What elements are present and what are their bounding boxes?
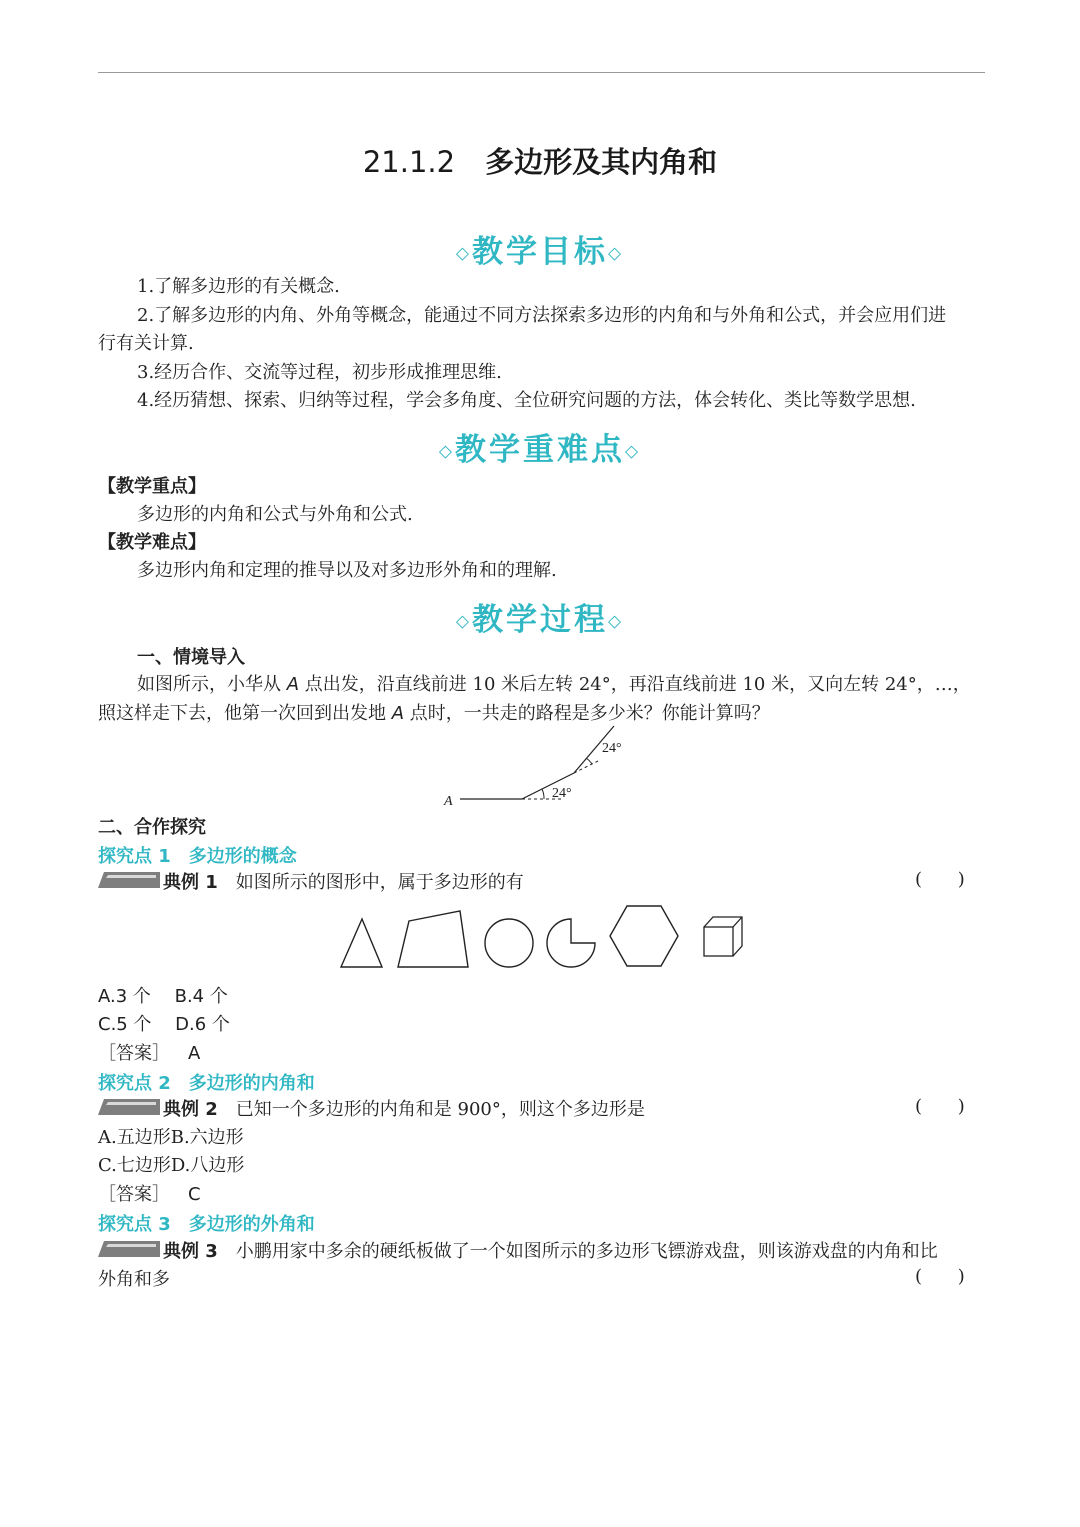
example-label: 典例 1: [163, 872, 218, 893]
angle-arc: [586, 758, 592, 764]
example-tab-icon: [98, 872, 160, 888]
example-3: [163, 1238, 938, 1266]
part2-heading: 二、合作探究: [98, 817, 206, 838]
objective-item-1: 1.了解多边形的有关概念.: [137, 276, 340, 297]
shapes-figure: [335, 903, 755, 975]
diamond-icon: ◇: [455, 243, 472, 264]
intro-line-2: [98, 700, 770, 728]
answer-label: ［答案］: [98, 1184, 170, 1205]
options-line-2: C.七边形D.八边形: [98, 1155, 245, 1176]
example-1: [163, 869, 524, 897]
figure-label-a: A: [444, 794, 453, 809]
objective-item-4: 4.经历猜想、探索、归纳等过程，学会多角度、全位研究问题的方法，体会转化、类比等数学思想.: [137, 390, 916, 411]
intro-line-1: [137, 671, 971, 699]
objectives-heading-text: 教学目标: [472, 234, 608, 270]
difficulty-text: 多边形内角和定理的推导以及对多边形外角和的理解.: [137, 560, 557, 581]
point-title: 多边形的概念: [188, 846, 297, 867]
intro-text: 点时，一共走的路程是多少米？你能计算吗？: [404, 703, 770, 724]
diamond-icon: ◇: [608, 611, 625, 632]
example-tab-icon: [98, 1099, 160, 1115]
example-3-cont: 外角和多: [98, 1269, 170, 1290]
process-heading-text: 教学过程: [472, 602, 608, 638]
difficulty-label: 【教学难点】: [98, 532, 206, 553]
page-title: [0, 140, 1080, 181]
explore-point-2: [98, 1069, 315, 1095]
point-title: 多边形的外角和: [188, 1214, 315, 1235]
options-line-2: C.5 个 D.6 个: [98, 1014, 230, 1035]
options-line-1: A.五边形B.六边形: [98, 1127, 244, 1148]
objective-item-2-cont: 行有关计算.: [98, 333, 194, 354]
answer-paren: ( ): [915, 1096, 965, 1117]
diamond-icon: ◇: [455, 611, 472, 632]
answer-value: C: [188, 1184, 201, 1205]
example-label: 典例 2: [163, 1099, 218, 1120]
diamond-icon: ◇: [438, 441, 455, 462]
answer-paren: ( ): [915, 1266, 965, 1287]
hexagon-shape: [610, 906, 678, 966]
part1-heading: 一、情境导入: [137, 647, 245, 668]
objective-item-3: 3.经历合作、交流等过程，初步形成推理思维.: [137, 362, 502, 383]
answer-value: A: [188, 1043, 201, 1064]
answer-label: ［答案］: [98, 1043, 170, 1064]
example-question: 已知一个多边形的内角和是 900°，则这个多边形是: [235, 1099, 645, 1120]
point-title: 多边形的内角和: [188, 1073, 315, 1094]
process-heading: [0, 594, 1080, 639]
section-number: 21.1.2: [362, 145, 456, 179]
extension-line: [574, 760, 600, 773]
quadrilateral-shape: [398, 911, 468, 967]
diamond-icon: ◇: [608, 243, 625, 264]
example-tab-icon: [98, 1241, 160, 1257]
point-label: 探究点 1: [98, 846, 171, 867]
path-figure: [440, 722, 640, 812]
example-question: 小鹏用家中多余的硬纸板做了一个如图所示的多边形飞镖游戏盘，则该游戏盘的内角和比: [235, 1241, 938, 1262]
explore-point-1: [98, 842, 297, 868]
keypoints-heading-text: 教学重难点: [455, 432, 625, 468]
point-label: 探究点 3: [98, 1214, 171, 1235]
top-rule: [98, 72, 985, 73]
objectives-heading: [0, 226, 1080, 271]
circle-shape: [485, 919, 533, 967]
example-label: 典例 3: [163, 1241, 218, 1262]
angle-label-2: 24°: [602, 741, 622, 756]
cube-shape: [704, 917, 742, 956]
answer-2: [98, 1181, 201, 1209]
keypoints-heading: [0, 424, 1080, 469]
objective-item-2: 2.了解多边形的内角、外角等概念，能通过不同方法探索多边形的内角和与外角和公式，并会应用们进: [137, 305, 947, 326]
triangle-shape: [341, 919, 382, 967]
explore-point-3: [98, 1210, 315, 1236]
sector-shape: [547, 919, 595, 967]
intro-text: 点出发，沿直线前进 10 米后左转 24°，再沿直线前进 10 米，又向左转 24°，…，: [299, 674, 971, 695]
point-a: A: [286, 674, 300, 695]
point-label: 探究点 2: [98, 1073, 171, 1094]
angle-label-1: 24°: [552, 786, 572, 801]
point-a: A: [391, 703, 405, 724]
intro-text: 照这样走下去，他第一次回到出发地: [98, 703, 392, 724]
angle-arc: [542, 789, 544, 799]
options-line-1: A.3 个 B.4 个: [98, 986, 228, 1007]
example-2: [163, 1096, 645, 1124]
title-text: 多边形及其内角和: [485, 145, 718, 179]
example-question: 如图所示的图形中，属于多边形的有: [235, 872, 524, 893]
focus-text: 多边形的内角和公式与外角和公式.: [137, 504, 413, 525]
answer-paren: ( ): [915, 869, 965, 890]
focus-label: 【教学重点】: [98, 476, 206, 497]
diamond-icon: ◇: [625, 441, 642, 462]
answer-1: [98, 1040, 200, 1068]
intro-text: 如图所示，小华从: [137, 674, 287, 695]
